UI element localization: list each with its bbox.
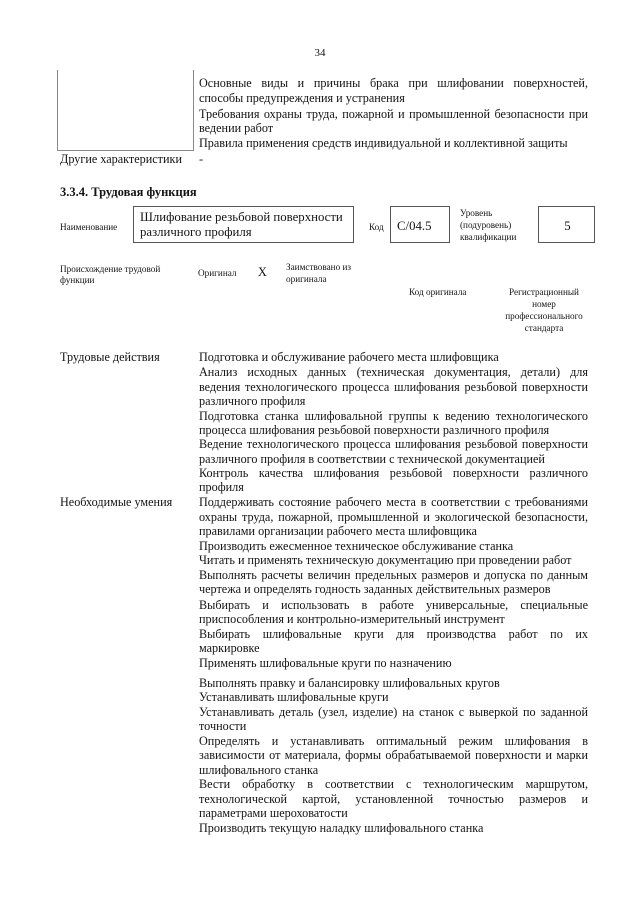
skills-line-3: правилами организации рабочего места шлифовщика (199, 524, 477, 538)
level-label-1: Уровень (460, 208, 493, 218)
skills-line-9: приспособления и контрольно-измерительный инструмент (199, 612, 505, 626)
skills-line-15: Устанавливать деталь (узел, изделие) на станок с выверкой по заданной (199, 705, 588, 719)
actions-line-8: различного профиля в соответствии с технической документацией (199, 452, 545, 466)
skills-line-13: Выполнять правку и балансировку шлифовальных кругов (199, 676, 500, 690)
top-line-3: Требования охраны труда, пожарной и промышленной безопасности при (199, 107, 588, 121)
top-line-2: способы предупреждения и устранения (199, 91, 405, 105)
skills-line-16: точности (199, 719, 247, 733)
actions-line-6: процесса шлифования резьбовой поверхности различного профиля (199, 423, 550, 437)
actions-line-2: Анализ исходных данных (техническая документация, детали) для (199, 365, 588, 379)
skills-line-14: Устанавливать шлифовальные круги (199, 690, 389, 704)
name-value-line-1: Шлифование резьбовой поверхности (140, 210, 343, 224)
top-line-5: Правила применения средств индивидуальной и коллективной защиты (199, 136, 568, 150)
level-label-3: квалификации (460, 232, 517, 242)
registration-label-1: Регистрационный (509, 287, 579, 297)
skills-line-21: технологической картой, установленной точностью размеров и (199, 792, 588, 806)
section-title: 3.3.4. Трудовая функция (60, 185, 197, 199)
name-value-line-2: различного профиля (140, 225, 252, 239)
actions-line-5: Подготовка станка шлифовальной группы к ведению технологического (199, 409, 588, 423)
skills-line-1: Поддерживать состояние рабочего места в соответствии с требованиями (199, 495, 588, 509)
borrowed-label-1: Заимствовано из (286, 262, 352, 272)
registration-label-3: профессионального (505, 311, 583, 321)
code-original-label: Код оригинала (409, 287, 467, 297)
skills-line-8: Выбирать и использовать в работе универсальные, специальные (199, 598, 588, 612)
skills-line-17: Определять и устанавливать оптимальный режим шлифования в (199, 734, 588, 748)
actions-line-7: Ведение технологического процесса шлифования резьбовой поверхности (199, 437, 588, 451)
code-label: Код (369, 222, 384, 232)
registration-label-2: номер (532, 299, 556, 309)
skills-line-5: Читать и применять техническую документацию при проведении работ (199, 553, 572, 567)
actions-line-9: Контроль качества шлифования резьбовой поверхности различного (199, 466, 588, 480)
skills-line-2: охраны труда, пожарной, промышленной и экологической безопасности, (199, 510, 588, 524)
borrowed-label-2: оригинала (286, 274, 327, 284)
skills-line-20: Вести обработку в соответствии с технологическим маршрутом, (199, 777, 588, 791)
original-mark: X (258, 265, 267, 279)
actions-label: Трудовые действия (60, 350, 160, 364)
registration-label-4: стандарта (524, 323, 564, 333)
skills-line-22: параметрами шероховатости (199, 806, 348, 820)
actions-line-10: профиля (199, 480, 244, 494)
level-value-box (538, 206, 595, 243)
skills-line-19: шлифовального станка (199, 763, 319, 777)
actions-line-3: ведения технологического процесса шлифования резьбовой поверхности (199, 380, 588, 394)
actions-line-1: Подготовка и обслуживание рабочего места шлифовщика (199, 350, 499, 364)
skills-line-10: Выбирать шлифовальные круги для производства работ по их (199, 627, 588, 641)
skills-line-18: зависимости от материала, формы обрабатываемой поверхности и марки (199, 748, 588, 762)
skills-label: Необходимые умения (60, 495, 173, 509)
code-value-box (390, 206, 450, 243)
skills-line-7: чертежа и определять годность заданных действительных размеров (199, 582, 551, 596)
skills-line-23: Производить текущую наладку шлифовального станка (199, 821, 484, 835)
top-left-cell-border (57, 70, 194, 151)
original-label: Оригинал (198, 268, 237, 278)
actions-line-4: различного профиля (199, 394, 306, 408)
other-characteristics-value: - (199, 152, 204, 166)
level-value: 5 (564, 219, 571, 233)
skills-line-4: Производить ежесменное техническое обслуживание станка (199, 539, 514, 553)
name-label: Наименование (60, 222, 118, 232)
name-value-box (133, 206, 354, 243)
level-label-2: (подуровень) (460, 220, 512, 230)
origin-label-2: функции (60, 275, 95, 285)
skills-line-6: Выполнять расчеты величин предельных размеров и допуска по данным (199, 568, 588, 582)
top-line-4: ведении работ (199, 121, 274, 135)
page-number: 34 (314, 47, 326, 59)
skills-line-12: Применять шлифовальные круги по назначению (199, 656, 452, 670)
top-line-1: Основные виды и причины брака при шлифовании поверхностей, (199, 76, 588, 90)
skills-line-11: маркировке (199, 641, 260, 655)
origin-label-1: Происхождение трудовой (60, 264, 161, 274)
code-value: С/04.5 (397, 219, 432, 233)
other-characteristics-label: Другие характеристики (60, 152, 182, 166)
